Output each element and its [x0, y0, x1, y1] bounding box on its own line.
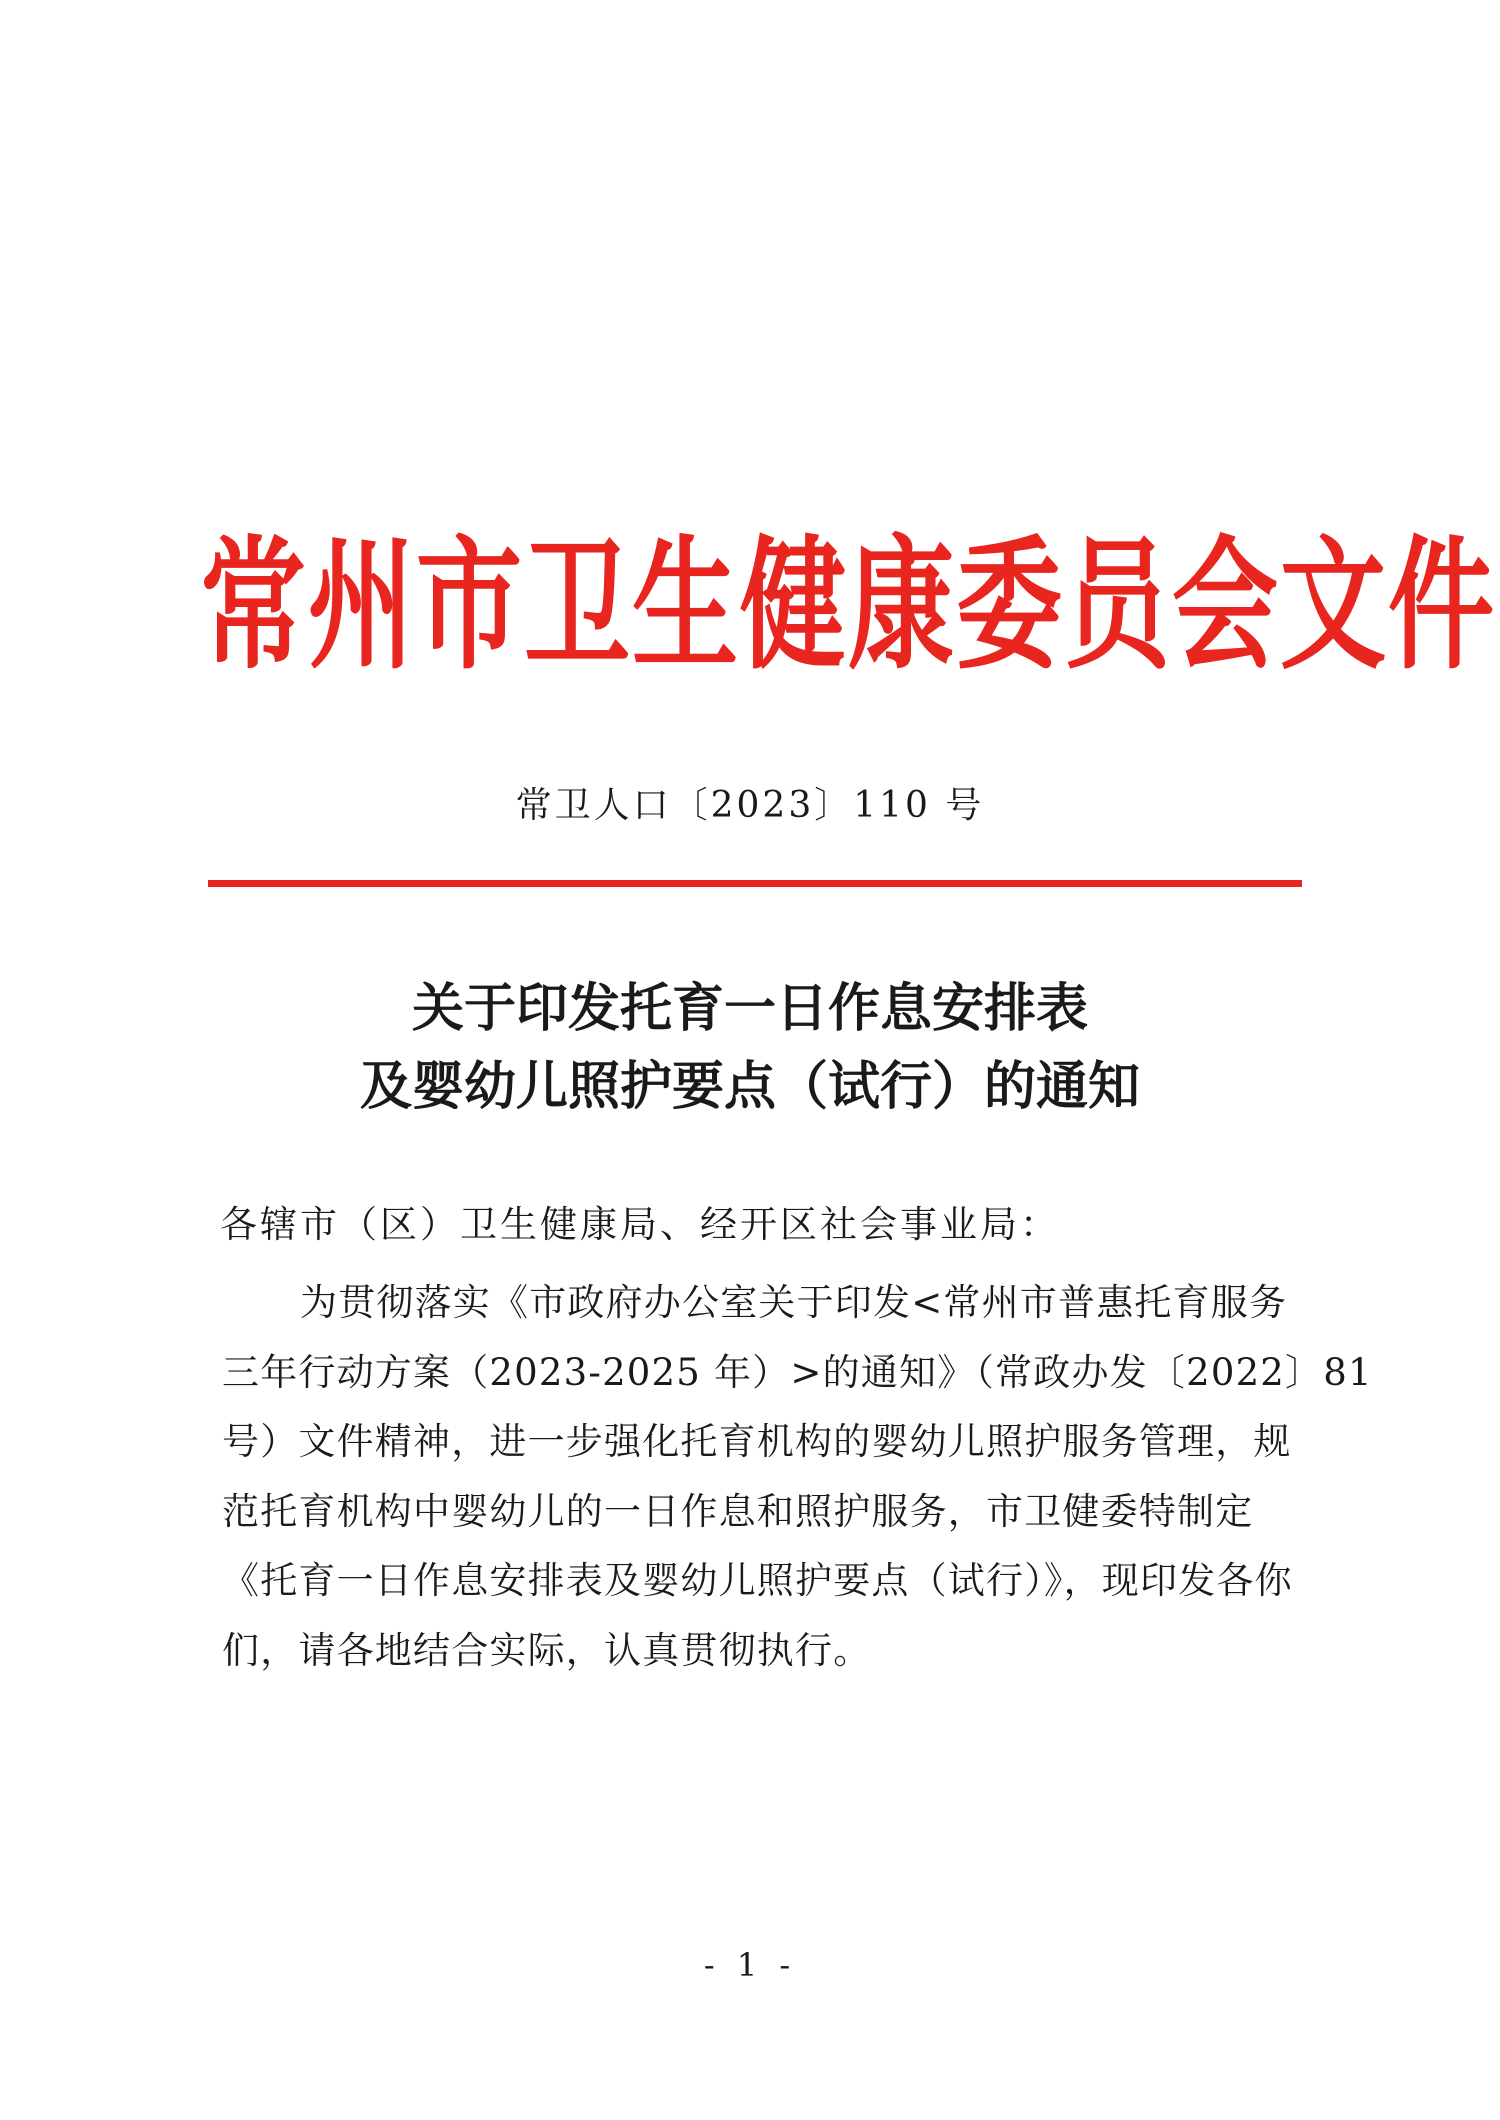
masthead-title: 常州市卫生健康委员会文件: [200, 519, 1496, 689]
body-line: 范托育机构中婴幼儿的一日作息和照护服务，市卫健委特制定: [222, 1489, 1254, 1533]
body-line: 号）文件精神，进一步强化托育机构的婴幼儿照护服务管理，规: [222, 1420, 1292, 1463]
page-number: - 1 -: [703, 1946, 797, 1984]
title-line-1: 关于印发托育一日作息安排表: [411, 979, 1088, 1039]
document-number: 常卫人口〔2023〕110 号: [515, 785, 985, 826]
red-divider-line: [208, 880, 1302, 887]
body-line: 三年行动方案（2023-2025 年）>的通知》（常政办发〔2022〕81: [222, 1350, 1373, 1394]
body-line: 们，请各地结合实际，认真贯彻执行。: [222, 1628, 872, 1672]
salutation: 各辖市（区）卫生健康局、经开区社会事业局：: [220, 1203, 1060, 1246]
body-paragraph: [222, 1268, 1373, 1685]
notice-title: [0, 970, 1500, 1126]
title-line-2: 及婴幼儿照护要点（试行）的通知: [359, 1057, 1140, 1117]
body-line: 《托育一日作息安排表及婴幼儿照护要点（试行）》，现印发各你: [222, 1559, 1293, 1602]
body-line: 为贯彻落实《市政府办公室关于印发<常州市普惠托育服务: [300, 1281, 1288, 1324]
